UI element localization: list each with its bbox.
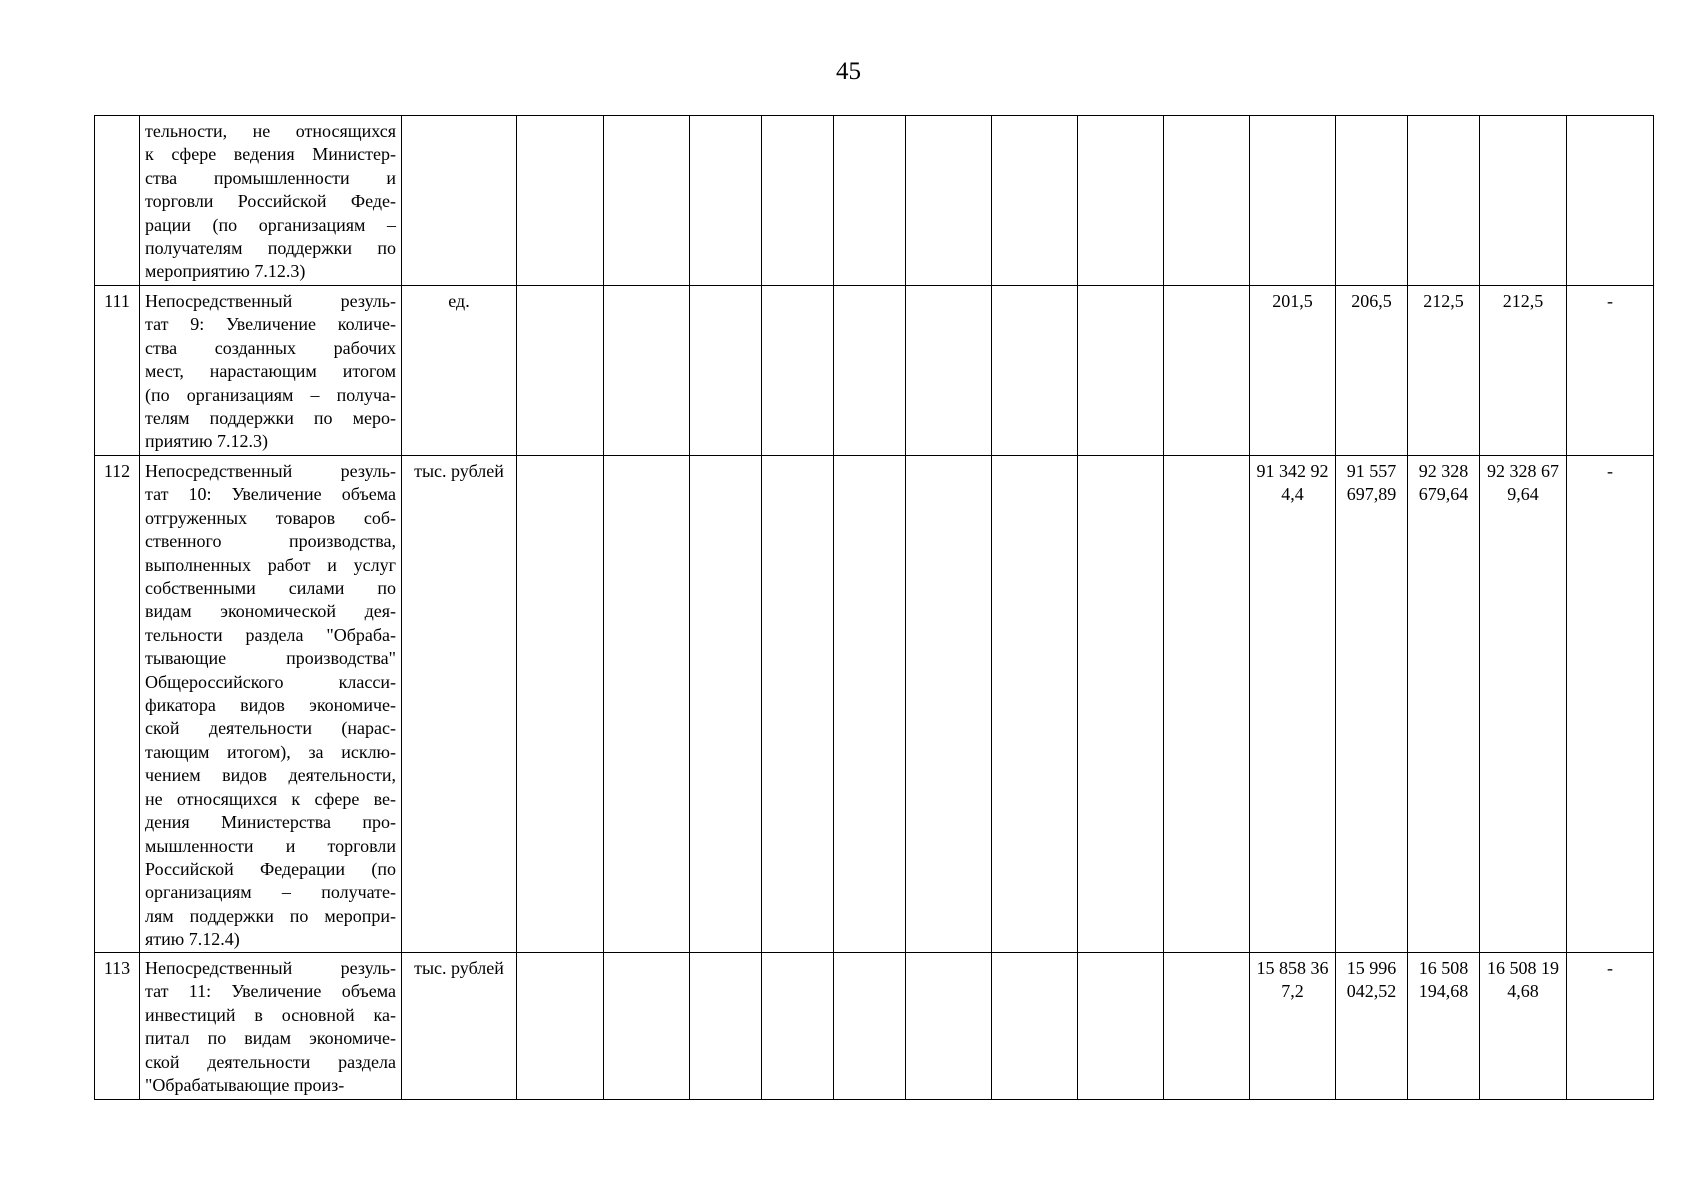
empty-cell <box>517 456 604 953</box>
page-number: 45 <box>836 58 861 85</box>
value-cell-2: 91 557 697,89 <box>1336 456 1408 953</box>
indicator-name-line: телям поддержки по меро- <box>145 408 396 429</box>
empty-cell <box>1078 456 1164 953</box>
row-number-cell: 111 <box>95 286 140 456</box>
indicator-name-cell <box>140 953 402 1100</box>
empty-cell <box>1164 456 1250 953</box>
last-value-cell: - <box>1567 286 1654 456</box>
indicator-name-line: тывающие производства" <box>145 648 396 669</box>
empty-cell <box>517 953 604 1100</box>
value-cell-4: 212,5 <box>1480 286 1567 456</box>
indicator-name-line: Непосредственный резуль- <box>145 291 396 311</box>
indicator-name-line: ства промышленности и <box>145 167 396 188</box>
empty-cell <box>604 116 690 286</box>
indicator-name-line: видам экономической дея- <box>145 601 396 622</box>
indicator-name-line: фикатора видов экономиче- <box>145 695 396 716</box>
value-cell-2: 206,5 <box>1336 286 1408 456</box>
indicator-name-line: Непосредственный резуль- <box>145 461 396 481</box>
unit-cell <box>402 116 517 286</box>
empty-cell <box>1078 116 1164 286</box>
indicator-name-line: рации (по организациям – <box>145 214 396 235</box>
value-cell-3 <box>1408 116 1480 286</box>
indicator-name-line: не относящихся к сфере ве- <box>145 788 396 809</box>
value-cell-3: 16 508 194,68 <box>1408 953 1480 1100</box>
indicator-name-line: мест, нарастающим итогом <box>145 361 396 382</box>
value-cell-4: 16 508 194,68 <box>1480 953 1567 1100</box>
value-cell-1: 15 858 367,2 <box>1250 953 1336 1100</box>
value-cell-2: 15 996 042,52 <box>1336 953 1408 1100</box>
indicator-name-line: тат 9: Увеличение количе- <box>145 314 396 335</box>
last-value-cell <box>1567 116 1654 286</box>
unit-cell: тыс. рублей <box>402 456 517 953</box>
indicator-name-line: ской деятельности (нарас- <box>145 718 396 739</box>
empty-cell <box>834 286 906 456</box>
empty-cell <box>1164 116 1250 286</box>
empty-cell <box>690 953 762 1100</box>
indicator-name-line: ятию 7.12.4) <box>145 929 240 950</box>
value-cell-4 <box>1480 116 1567 286</box>
empty-cell <box>834 953 906 1100</box>
empty-cell <box>992 953 1078 1100</box>
empty-cell <box>834 456 906 953</box>
empty-cell <box>762 456 834 953</box>
indicator-name-line: ской деятельности раздела <box>145 1051 396 1072</box>
empty-cell <box>604 286 690 456</box>
value-cell-1 <box>1250 116 1336 286</box>
indicator-name-line: тельности раздела "Обраба- <box>145 624 396 645</box>
empty-cell <box>690 116 762 286</box>
value-cell-3: 212,5 <box>1408 286 1480 456</box>
empty-cell <box>906 953 992 1100</box>
empty-cell <box>906 286 992 456</box>
indicator-name-line: Непосредственный резуль- <box>145 958 396 978</box>
table-row <box>95 116 1654 286</box>
empty-cell <box>517 286 604 456</box>
empty-cell <box>517 116 604 286</box>
empty-cell <box>906 116 992 286</box>
table-row <box>95 953 1654 1100</box>
indicator-name-line: ственного производства, <box>145 531 396 552</box>
value-cell-4: 92 328 679,64 <box>1480 456 1567 953</box>
empty-cell <box>1078 953 1164 1100</box>
table-row <box>95 456 1654 953</box>
empty-cell <box>1164 286 1250 456</box>
indicator-name-line: Российской Федерации (по <box>145 858 396 879</box>
empty-cell <box>762 116 834 286</box>
empty-cell <box>690 456 762 953</box>
empty-cell <box>992 456 1078 953</box>
empty-cell <box>604 456 690 953</box>
last-value-cell: - <box>1567 953 1654 1100</box>
empty-cell <box>834 116 906 286</box>
indicator-name-line: мышленности и торговли <box>145 835 396 856</box>
row-number-cell: 112 <box>95 456 140 953</box>
indicator-name-line: получателям поддержки по <box>145 238 396 259</box>
indicator-name-line: "Обрабатывающие произ- <box>145 1075 345 1096</box>
empty-cell <box>690 286 762 456</box>
indicator-name-cell <box>140 286 402 456</box>
empty-cell <box>1164 953 1250 1100</box>
indicator-name-line: тат 10: Увеличение объема <box>145 484 396 505</box>
value-cell-1: 201,5 <box>1250 286 1336 456</box>
empty-cell <box>762 953 834 1100</box>
indicator-name-line: выполненных работ и услуг <box>145 554 396 575</box>
indicator-name-line: питал по видам экономиче- <box>145 1028 396 1049</box>
indicator-name-cell <box>140 456 402 953</box>
row-number-cell <box>95 116 140 286</box>
row-number-cell: 113 <box>95 953 140 1100</box>
indicator-name-line: тат 11: Увеличение объема <box>145 981 396 1002</box>
indicator-name-line: мероприятию 7.12.3) <box>145 261 306 282</box>
indicator-name-line: дения Министерства про- <box>145 812 396 833</box>
indicator-name-line: приятию 7.12.3) <box>145 431 268 452</box>
indicator-name-line: к сфере ведения Министер- <box>145 144 396 165</box>
empty-cell <box>906 456 992 953</box>
empty-cell <box>992 116 1078 286</box>
value-cell-3: 92 328 679,64 <box>1408 456 1480 953</box>
unit-cell: ед. <box>402 286 517 456</box>
empty-cell <box>762 286 834 456</box>
indicators-table <box>94 115 1654 1100</box>
indicator-name-line: тающим итогом), за исклю- <box>145 741 396 762</box>
empty-cell <box>992 286 1078 456</box>
indicator-name-line: Общероссийского класси- <box>145 671 396 692</box>
indicator-name-cell <box>140 116 402 286</box>
indicator-name-line: торговли Российской Феде- <box>145 191 396 212</box>
indicator-name-line: тельности, не относящихся <box>145 121 396 141</box>
indicator-name-line: ства созданных рабочих <box>145 337 396 358</box>
empty-cell <box>604 953 690 1100</box>
indicator-name-line: собственными силами по <box>145 578 396 599</box>
empty-cell <box>1078 286 1164 456</box>
indicator-name-line: инвестиций в основной ка- <box>145 1004 396 1025</box>
indicator-name-line: организациям – получате- <box>145 882 396 903</box>
indicator-name-line: чением видов деятельности, <box>145 765 396 786</box>
unit-cell: тыс. рублей <box>402 953 517 1100</box>
indicator-name-line: лям поддержки по меропри- <box>145 905 396 926</box>
last-value-cell: - <box>1567 456 1654 953</box>
value-cell-2 <box>1336 116 1408 286</box>
indicator-name-line: отгруженных товаров соб- <box>145 507 396 528</box>
table-row <box>95 286 1654 456</box>
value-cell-1: 91 342 924,4 <box>1250 456 1336 953</box>
indicator-name-line: (по организациям – получа- <box>145 384 396 405</box>
